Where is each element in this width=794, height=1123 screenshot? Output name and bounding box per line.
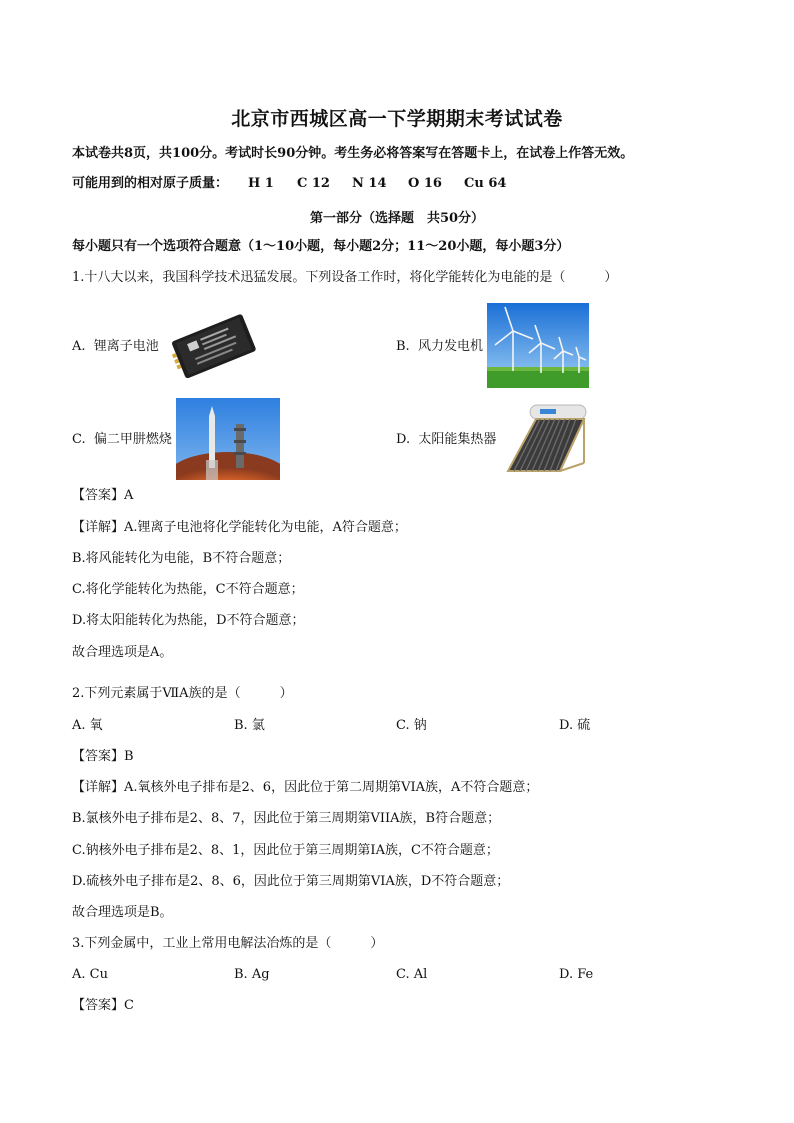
- q1-option-a: A. 锂离子电池: [72, 339, 159, 354]
- q1-option-d: D. 太阳能集热器: [396, 432, 497, 447]
- atomic-mass-c: C 12: [297, 176, 330, 191]
- q1-explanation-2: C.将化学能转化为热能，C不符合题意；: [72, 582, 304, 597]
- q2-option-a: A. 氧: [72, 718, 103, 733]
- page-title: 北京市西城区高一下学期期末考试试卷: [231, 108, 563, 130]
- q3-option-b: B. Ag: [234, 967, 270, 982]
- q3-option-a: A. Cu: [72, 967, 108, 982]
- q1-answer: 【答案】A: [72, 488, 134, 503]
- q3-stem: 3.下列金属中，工业上常用电解法冶炼的是（ ）: [72, 936, 384, 951]
- q1-explanation-0: 【详解】A.锂离子电池将化学能转化为电能，A符合题意；: [72, 520, 407, 535]
- q1-explanation-1: B.将风能转化为电能，B不符合题意；: [72, 551, 291, 566]
- q1-stem: 1.十八大以来，我国科学技术迅猛发展。下列设备工作时，将化学能转化为电能的是（ ）: [72, 270, 618, 285]
- q1-explanation-4: 故合理选项是A。: [72, 645, 173, 660]
- wind-turbine-image: [487, 303, 589, 388]
- q2-explanation-2: C.钠核外电子排布是2、8、1，因此位于第三周期第IA族，C不符合题意；: [72, 843, 499, 858]
- rocket-launch-image: [176, 398, 280, 480]
- part1-heading: 第一部分（选择题 共50分）: [309, 211, 485, 226]
- atomic-mass-h: H 1: [248, 176, 274, 191]
- q2-option-c: C. 钠: [396, 718, 427, 733]
- q3-answer: 【答案】C: [72, 998, 134, 1013]
- q2-explanation-4: 故合理选项是B。: [72, 905, 173, 920]
- q1-explanation-3: D.将太阳能转化为热能，D不符合题意；: [72, 613, 305, 628]
- q3-option-c: C. Al: [396, 967, 428, 982]
- q1-option-b: B. 风力发电机: [396, 339, 483, 354]
- q2-option-b: B. 氯: [234, 718, 265, 733]
- atomic-mass-cu: Cu 64: [464, 176, 507, 191]
- q2-option-d: D. 硫: [559, 718, 591, 733]
- atomic-mass-n: N 14: [352, 176, 387, 191]
- q2-explanation-1: B.氯核外电子排布是2、8、7，因此位于第三周期第VIIA族，B符合题意；: [72, 811, 501, 826]
- part1-instruction: 每小题只有一个选项符合题意（1～10小题，每小题2分；11～20小题，每小题3分）: [72, 239, 570, 254]
- battery-image: [162, 305, 262, 385]
- atomic-mass-label: 可能用到的相对原子质量：: [72, 176, 229, 191]
- exam-intro: 本试卷共8页，共100分。考试时长90分钟。考生务必将答案写在答题卡上，在试卷上作答无效。: [72, 146, 634, 161]
- q1-option-c: C. 偏二甲肼燃烧: [72, 432, 172, 447]
- q2-explanation-0: 【详解】A.氧核外电子排布是2、6，因此位于第二周期第VIA族，A不符合题意；: [72, 780, 539, 795]
- q2-explanation-3: D.硫核外电子排布是2、8、6，因此位于第三周期第VIA族，D不符合题意；: [72, 874, 510, 889]
- q3-option-d: D. Fe: [559, 967, 594, 982]
- q2-stem: 2.下列元素属于ⅦA族的是（ ）: [72, 686, 293, 701]
- q2-answer: 【答案】B: [72, 749, 134, 764]
- atomic-mass-o: O 16: [408, 176, 442, 191]
- solar-heater-image: [500, 401, 590, 481]
